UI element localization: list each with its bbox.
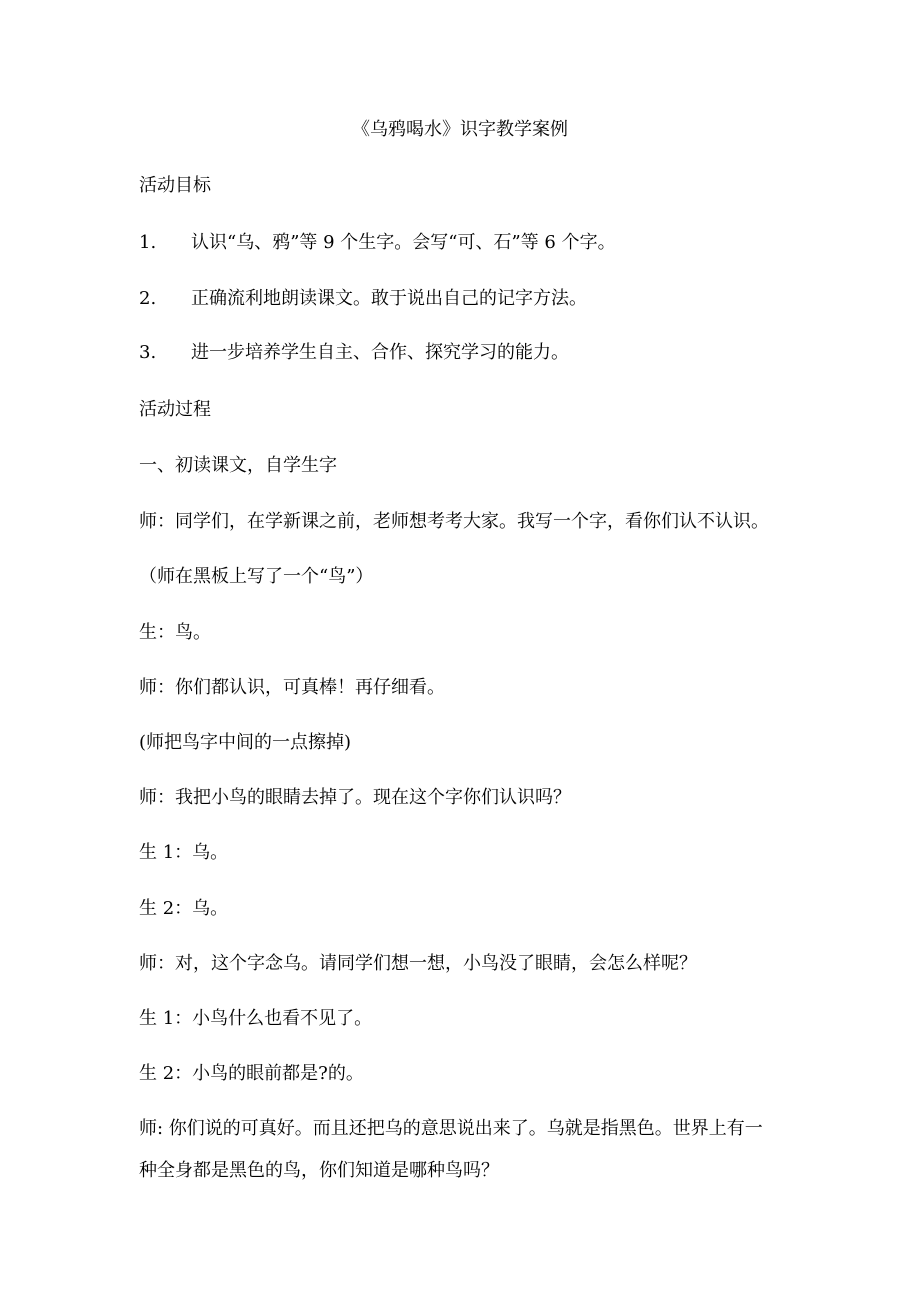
dialogue-line: 生 1：小鸟什么也看不见了。 [139, 1008, 373, 1029]
goal-item-2 [139, 287, 587, 311]
dialogue-line: 师：同学们，在学新课之前，老师想考考大家。我写一个字，看你们认不认识。 [139, 511, 769, 532]
goal-number: 1. [139, 232, 157, 253]
dialogue-line: 种全身都是黑色的鸟，你们知道是哪种鸟吗？ [139, 1160, 499, 1181]
goal-text: 正确流利地朗读课文。敢于说出自己的记字方法。 [191, 288, 587, 309]
dialogue-line: 生 1：乌。 [139, 842, 229, 863]
dialogue-line: 生：鸟。 [139, 622, 211, 643]
process-heading: 活动过程 [139, 399, 211, 420]
dialogue-line: 师: 你们说的可真好。而且还把乌的意思说出来了。乌就是指黑色。世界上有一 [139, 1118, 763, 1139]
dialogue-line: （师在黑板上写了一个“鸟”） [139, 566, 374, 587]
goal-item-3 [139, 341, 569, 365]
dialogue-line: 生 2：乌。 [139, 898, 229, 919]
goal-number: 2. [139, 288, 157, 309]
goal-text: 认识“乌、鸦”等 9 个生字。会写“可、石”等 6 个字。 [191, 232, 616, 253]
section-heading: 一、初读课文，自学生字 [139, 455, 337, 476]
dialogue-line: 师：我把小鸟的眼睛去掉了。现在这个字你们认识吗？ [139, 787, 571, 808]
goal-item-1 [139, 231, 616, 255]
goal-text: 进一步培养学生自主、合作、探究学习的能力。 [191, 342, 569, 363]
dialogue-line: (师把鸟字中间的一点擦掉) [139, 732, 352, 753]
goal-number: 3. [139, 342, 157, 363]
goals-heading: 活动目标 [139, 175, 211, 196]
dialogue-line: 师：对，这个字念乌。请同学们想一想，小鸟没了眼睛，会怎么样呢？ [139, 953, 697, 974]
document-title: 《乌鸦喝水》识字教学案例 [352, 119, 568, 140]
dialogue-line: 师：你们都认识，可真棒！再仔细看。 [139, 677, 445, 698]
dialogue-line: 生 2：小鸟的眼前都是?的。 [139, 1063, 364, 1084]
